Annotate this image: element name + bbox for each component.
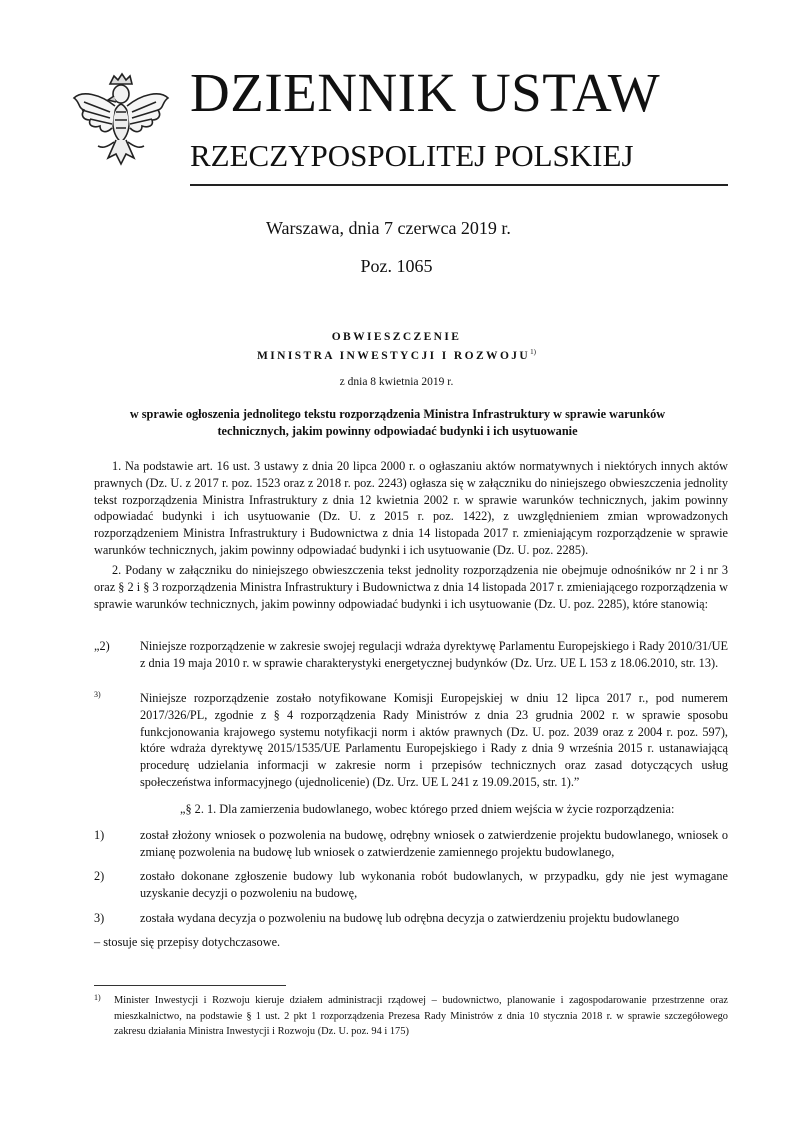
quoted-footnote-2-text: Niniejsze rozporządzenie w zakresie swojej regulacji wdraża dyrektywę Parlamentu Europejskiego i Rady 2010/31/UE z dnia 19 maja 2010 r. w sprawie charakterystyki energetycznej budynków (Dz. Urz. UE L 153 z 18.06.2010, str. 13). (140, 639, 728, 670)
paragraph-1: 1. Na podstawie art. 16 ust. 3 ustawy z dnia 20 lipca 2000 r. o ogłaszaniu aktów normatywnych i niektórych innych aktów prawnych (Dz. U. z 2017 r. poz. 1523 oraz z 2018 r. poz. 2243) ogłasza się w załączniku do niniejszego obwieszczenia jednolity tekst rozporządzenia Ministra Infrastruktury z dnia 12 kwietnia 2002 r. w sprawie warunków technicznych, jakim powinny odpowiadać budynki i ich usytuowanie (Dz. U. z 2015 r. poz. 1422), z uwzględnieniem zmian wprowadzonych rozporządzeniem Ministra Infrastruktury i Budownictwa z dnia 14 listopada 2017 r. zmieniającym rozporządzenie w sprawie warunków technicznych, jakim powinny odpowiadać budynki i ich usytuowanie (Dz. U. poz. 2285). (94, 459, 728, 557)
document-type: OBWIESZCZENIE (331, 331, 462, 343)
section-2-intro: „§ 2. 1. Dla zamierzenia budowlanego, wobec którego przed dniem wejścia w życie rozporządzenia: (180, 802, 675, 816)
footnote-text: Minister Inwestycji i Rozwoju kieruje działem administracji rządowej – budownictwo, planowanie i zagospodarowanie przestrzenne oraz mieszkalnictwo, na podstawie § 1 ust. 2 pkt 1 rozporządzenia Prezesa Rady Ministrów z dnia 10 stycznia 2018 r. w sprawie szczegółowego zakresu działania Ministra Inwestycji i Rozwoju (Dz. U. poz. 94 i 175) (114, 995, 728, 1037)
publication-title: DZIENNIK USTAW (190, 62, 661, 123)
footnote-number: 1) (94, 993, 101, 1002)
list-item-number: 1) (94, 828, 105, 842)
quoted-footnote-3-mark: 3) (94, 690, 101, 699)
publication-date: Warszawa, dnia 7 czerwca 2019 r. (266, 218, 511, 238)
quoted-footnote-3-text: Niniejsze rozporządzenie zostało notyfikowane Komisji Europejskiej w dniu 12 lipca 2017 r., pod numerem 2017/326/PL, zgodnie z § 4 rozporządzenia Rady Ministrów z dnia 23 grudnia 2002 r. w sprawie sposobu funkcjonowania krajowego systemu notyfikacji norm i aktów prawnych (Dz. U. poz. 2039 oraz z 2004 r. poz. 597), które wdraża dyrektywę 2015/1535/UE Parlamentu Europejskiego i Rady z dnia 9 września 2015 r. ustanawiającą procedurę udzielania informacji w zakresie norm i przepisów technicznych oraz zasad dotyczących usług społeczeństwa informacyjnego (ujednolicenie) (Dz. Urz. UE L 241 z 19.09.2015, str. 1).” (140, 691, 728, 789)
list-item-text: została wydana decyzja o pozwoleniu na budowę lub odrębna decyzja o zatwierdzeniu projektu budowlanego (140, 911, 680, 925)
list-item-number: 3) (94, 911, 105, 925)
paragraph-2: 2. Podany w załączniku do niniejszego obwieszczenia tekst jednolity rozporządzenia nie obejmuje odnośników nr 2 i nr 3 oraz § 2 i § 3 rozporządzenia Ministra Infrastruktury i Budownictwa z dnia 14 listopada 2017 r. zmieniającego rozporządzenia w sprawie warunków technicznych, jakim powinny odpowiadać budynki i ich usytuowanie (Dz. U. poz. 2285), które stanowią: (94, 563, 728, 611)
issuer-footnote-ref[interactable]: 1) (530, 348, 536, 356)
list-item-text: został złożony wniosek o pozwolenia na budowę, odrębny wniosek o zatwierdzenie projektu budowlanego, wniosek o zmianę pozwolenia na budowę lub wniosek o zatwierdzenie zamiennego projektu budowlanego, (140, 828, 728, 859)
masthead-divider (190, 184, 728, 186)
closing-clause: – stosuje się przepisy dotychczasowe. (94, 935, 281, 949)
polish-eagle-emblem-icon (70, 64, 170, 174)
publication-subtitle: RZECZYPOSPOLITEJ POLSKIEJ (190, 138, 634, 173)
issue-date: z dnia 8 kwietnia 2019 r. (339, 376, 454, 388)
list-item-text: zostało dokonane zgłoszenie budowy lub wykonania robót budowlanych, w przypadku, gdy nie jest wymagane uzyskanie decyzji o pozwoleniu na budowę, (140, 869, 728, 900)
document-issuer (0, 348, 793, 362)
document-subject: w sprawie ogłoszenia jednolitego tekstu rozporządzenia Ministra Infrastruktury w sprawie warunków technicznych, jakim powinny odpowiadać budynki i ich usytuowanie (129, 407, 666, 438)
list-item-number: 2) (94, 869, 105, 883)
footnote-divider (94, 985, 286, 986)
issuer-name: MINISTRA INWESTYCJI I ROZWOJU (257, 350, 531, 362)
quoted-footnote-2-mark: „2) (94, 639, 110, 653)
position-number: Poz. 1065 (360, 256, 433, 276)
